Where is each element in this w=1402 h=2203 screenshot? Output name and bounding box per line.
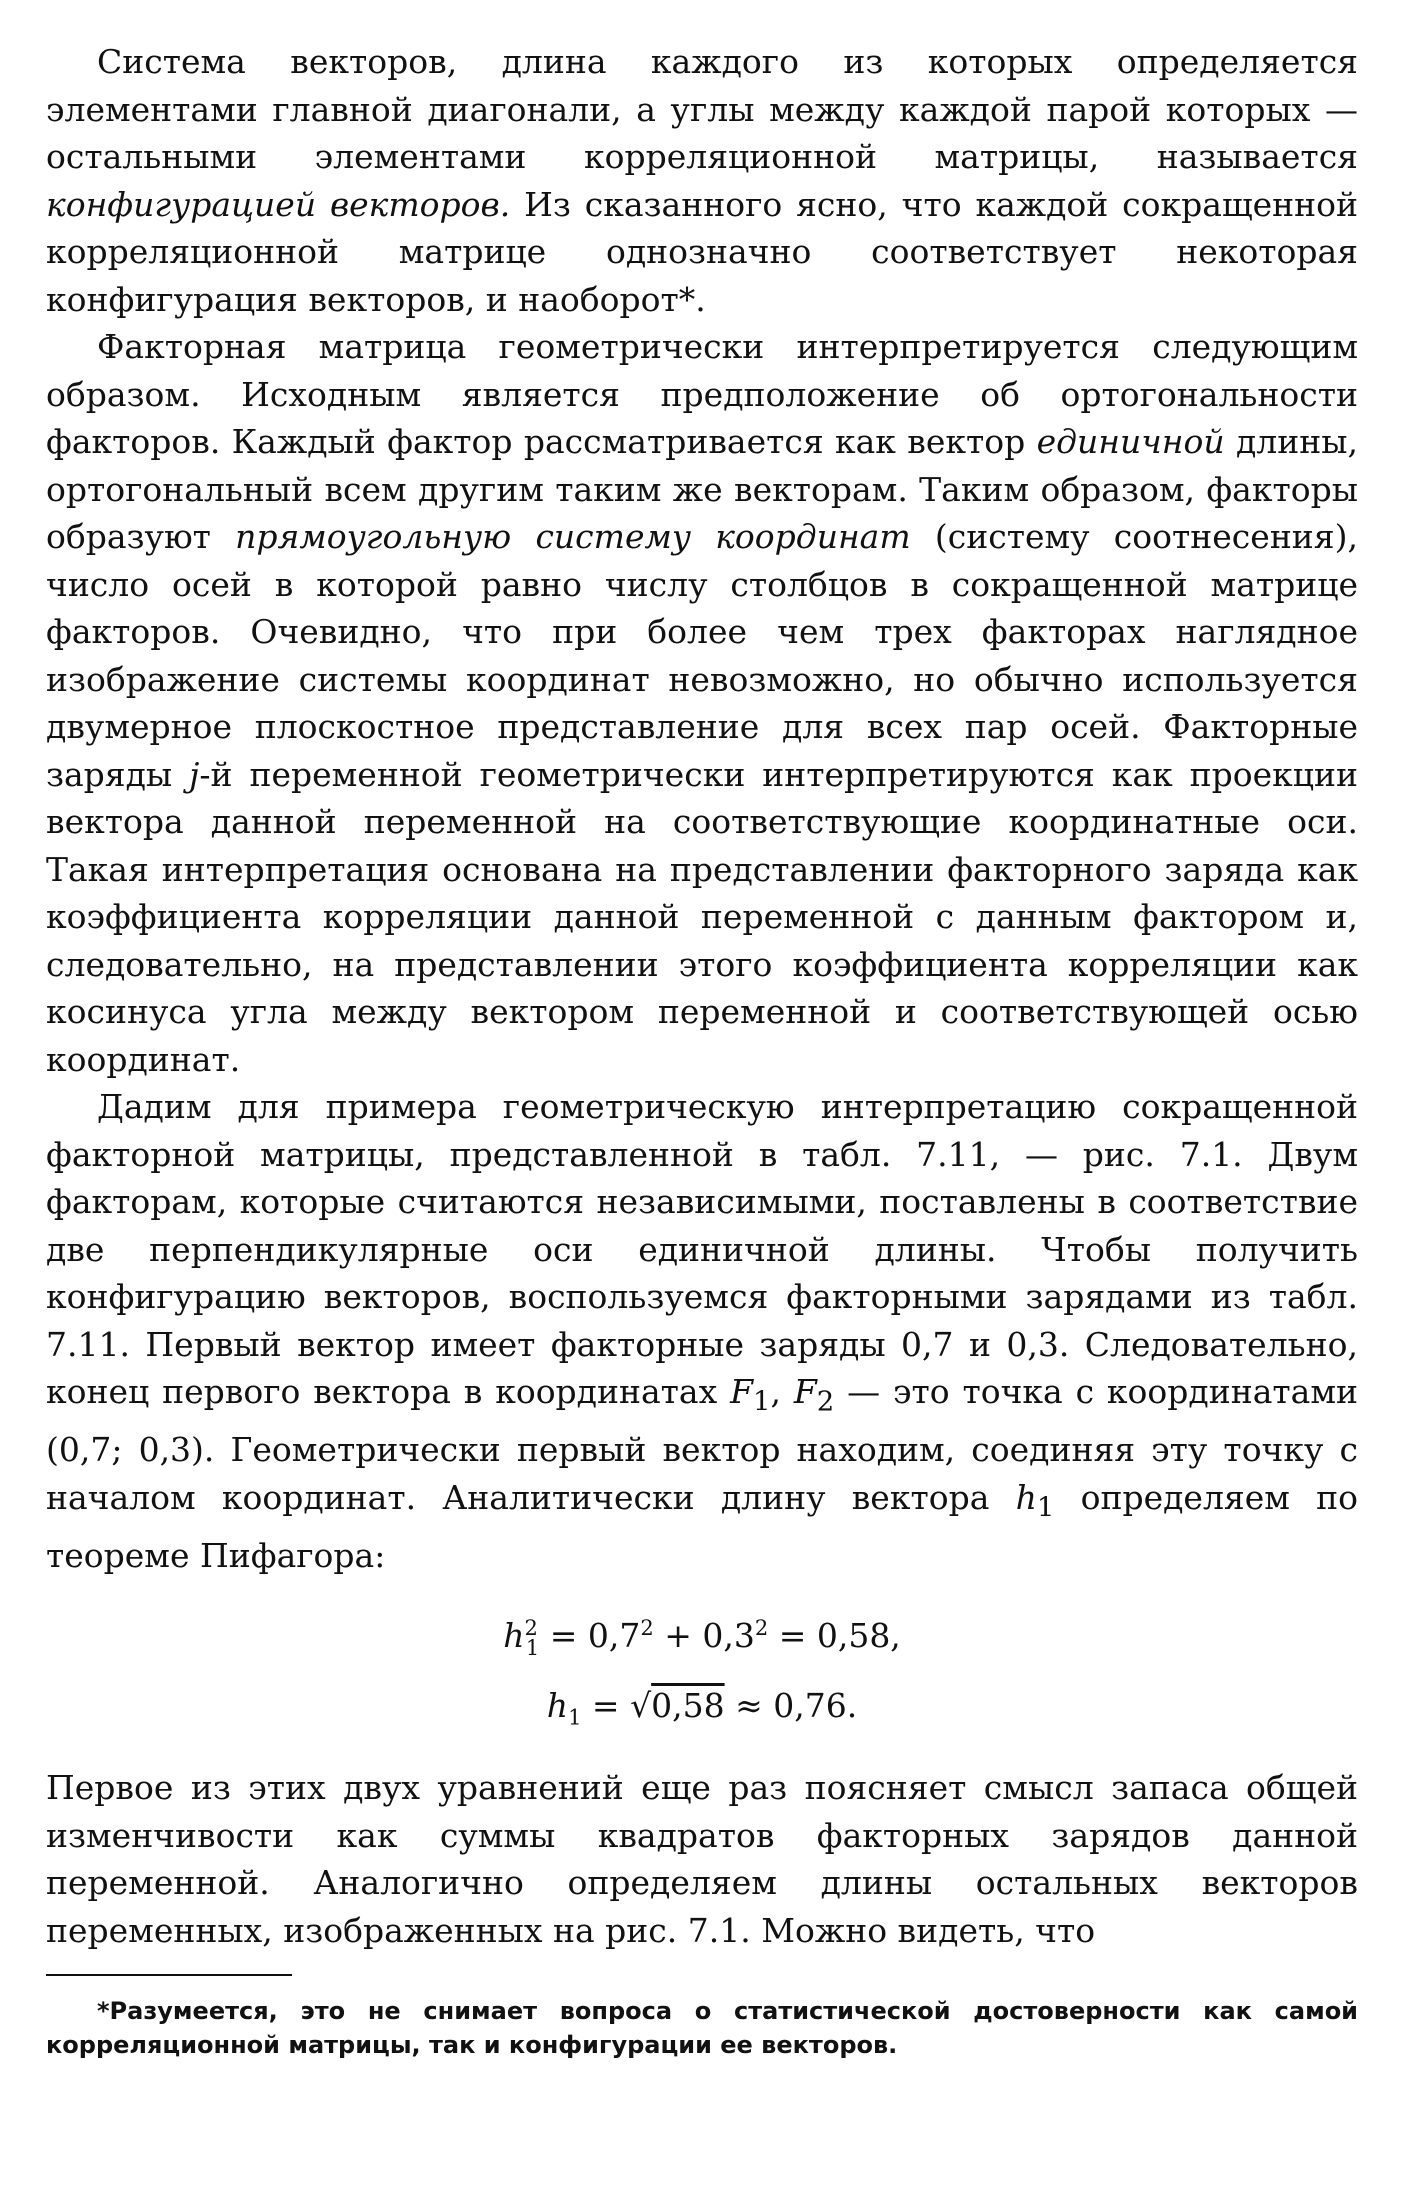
paragraph-text: Дадим для примера геометрическую интерпретацию сокращенной факторной матрицы, представленной в табл. 7.11, — рис. 7.1. Двум факторам, которые считаются независимыми, поставлены в соответствие две перпендикулярные оси единичной длины. Чтобы получить конфигурацию векторов, воспользуемся факторными зарядами из табл. 7.11. Первый вектор имеет факторные заряды 0,7 и 0,3. Следовательно, конец первого вектора в координатах bbox=[46, 1087, 1358, 1411]
paragraph-example bbox=[46, 1083, 1358, 1579]
paragraph-text: длины, ортогональный всем другим таким же векторам. Таким образом, факторы образуют bbox=[46, 422, 1358, 556]
math-variable: j bbox=[189, 754, 200, 794]
paragraph-text: Факторная матрица геометрически интерпретируется следующим образом. Исходным является предположение об ортогональности факторов. Каждый фактор рассматривается как вектор bbox=[46, 327, 1358, 461]
math-variable: F bbox=[793, 1372, 817, 1411]
math-expression: + 0,3 bbox=[653, 1616, 755, 1656]
paragraph-text: определяем по теореме Пифагора: bbox=[46, 1477, 1359, 1575]
equation-h1-squared bbox=[46, 1599, 1358, 1677]
math-superscript: 2 bbox=[524, 1616, 538, 1641]
page-body bbox=[46, 38, 1358, 2062]
paragraph-text: — это точка с координатами (0,7; 0,3). Геометрически первый вектор находим, соединяя эту точку с началом координат. Аналитически длину вектора bbox=[46, 1372, 1358, 1517]
paragraph-configuration bbox=[46, 38, 1358, 323]
math-subscript: 2 bbox=[816, 1385, 835, 1418]
radicand: 0,58 bbox=[651, 1685, 725, 1725]
math-expression: ≈ 0,76. bbox=[724, 1685, 858, 1725]
math-separator: , bbox=[770, 1372, 794, 1411]
italic-term: прямоугольную систему координат bbox=[235, 517, 911, 556]
footnote-divider bbox=[46, 1974, 292, 1976]
paragraph-text: Из сказанного ясно, что каждой сокращенной корреляционной матрице однозначно соответствует некоторая конфигурация векторов, и наоборот*. bbox=[46, 184, 1359, 319]
math-subscript: 1 bbox=[1036, 1491, 1055, 1524]
math-subscript: 1 bbox=[568, 1705, 582, 1730]
math-superscript: 2 bbox=[640, 1616, 654, 1641]
paragraph-text: Система векторов, длина каждого из которых определяется элементами главной диагонали, а углы между каждой парой которых — остальными элементами корреляционной матрицы, называется bbox=[46, 42, 1358, 176]
paragraph-conclusion: Первое из этих двух уравнений еще раз поясняет смысл запаса общей изменчивости как суммы квадратов факторных зарядов данной переменной. Аналогично определяем длины остальных векторов переменных, изображенных на рис. 7.1. Можно видеть, что bbox=[46, 1768, 1358, 1950]
math-subscript: 1 bbox=[752, 1385, 771, 1418]
equation-block bbox=[46, 1599, 1358, 1746]
math-expression: = √ bbox=[581, 1685, 652, 1725]
math-variable: h bbox=[1015, 1477, 1037, 1517]
math-variable: h bbox=[546, 1685, 569, 1725]
footnote: *Разумеется, это не снимает вопроса о статистической достоверности как самой корреляционной матрицы, так и конфигурации ее векторов. bbox=[46, 1997, 1358, 2060]
math-variable: h bbox=[503, 1616, 525, 1656]
paragraph-text: -й переменной геометрически интерпретируются как проекции вектора данной переменной на соответствующие координатные оси. Такая интерпретация основана на представлении факторного заряда как коэффициента корреляции данной переменной с данным фактором и, следовательно, на представлении этого коэффициента корреляции как косинуса угла между вектором переменной и соответствующей осью координат. bbox=[46, 754, 1358, 1079]
italic-term: единичной bbox=[1036, 422, 1225, 461]
equation-h1 bbox=[46, 1677, 1358, 1747]
italic-term: конфигурацией векторов. bbox=[46, 184, 511, 224]
paragraph-text: (систему соотнесения), число осей в которой равно числу столбцов в сокращенной матрице факторов. Очевидно, что при более чем трех факторах наглядное изображение системы координат невозможно, но обычно используется двумерное плоскостное представление для всех пар осей. Факторные заряды bbox=[46, 517, 1358, 794]
math-expression: = 0,58, bbox=[768, 1616, 901, 1656]
paragraph-factor-matrix bbox=[46, 323, 1358, 1083]
math-superscript: 2 bbox=[754, 1616, 769, 1641]
math-expression: = 0,7 bbox=[539, 1616, 641, 1656]
math-subscript: 1 bbox=[525, 1635, 540, 1660]
math-variable: F bbox=[730, 1372, 753, 1411]
